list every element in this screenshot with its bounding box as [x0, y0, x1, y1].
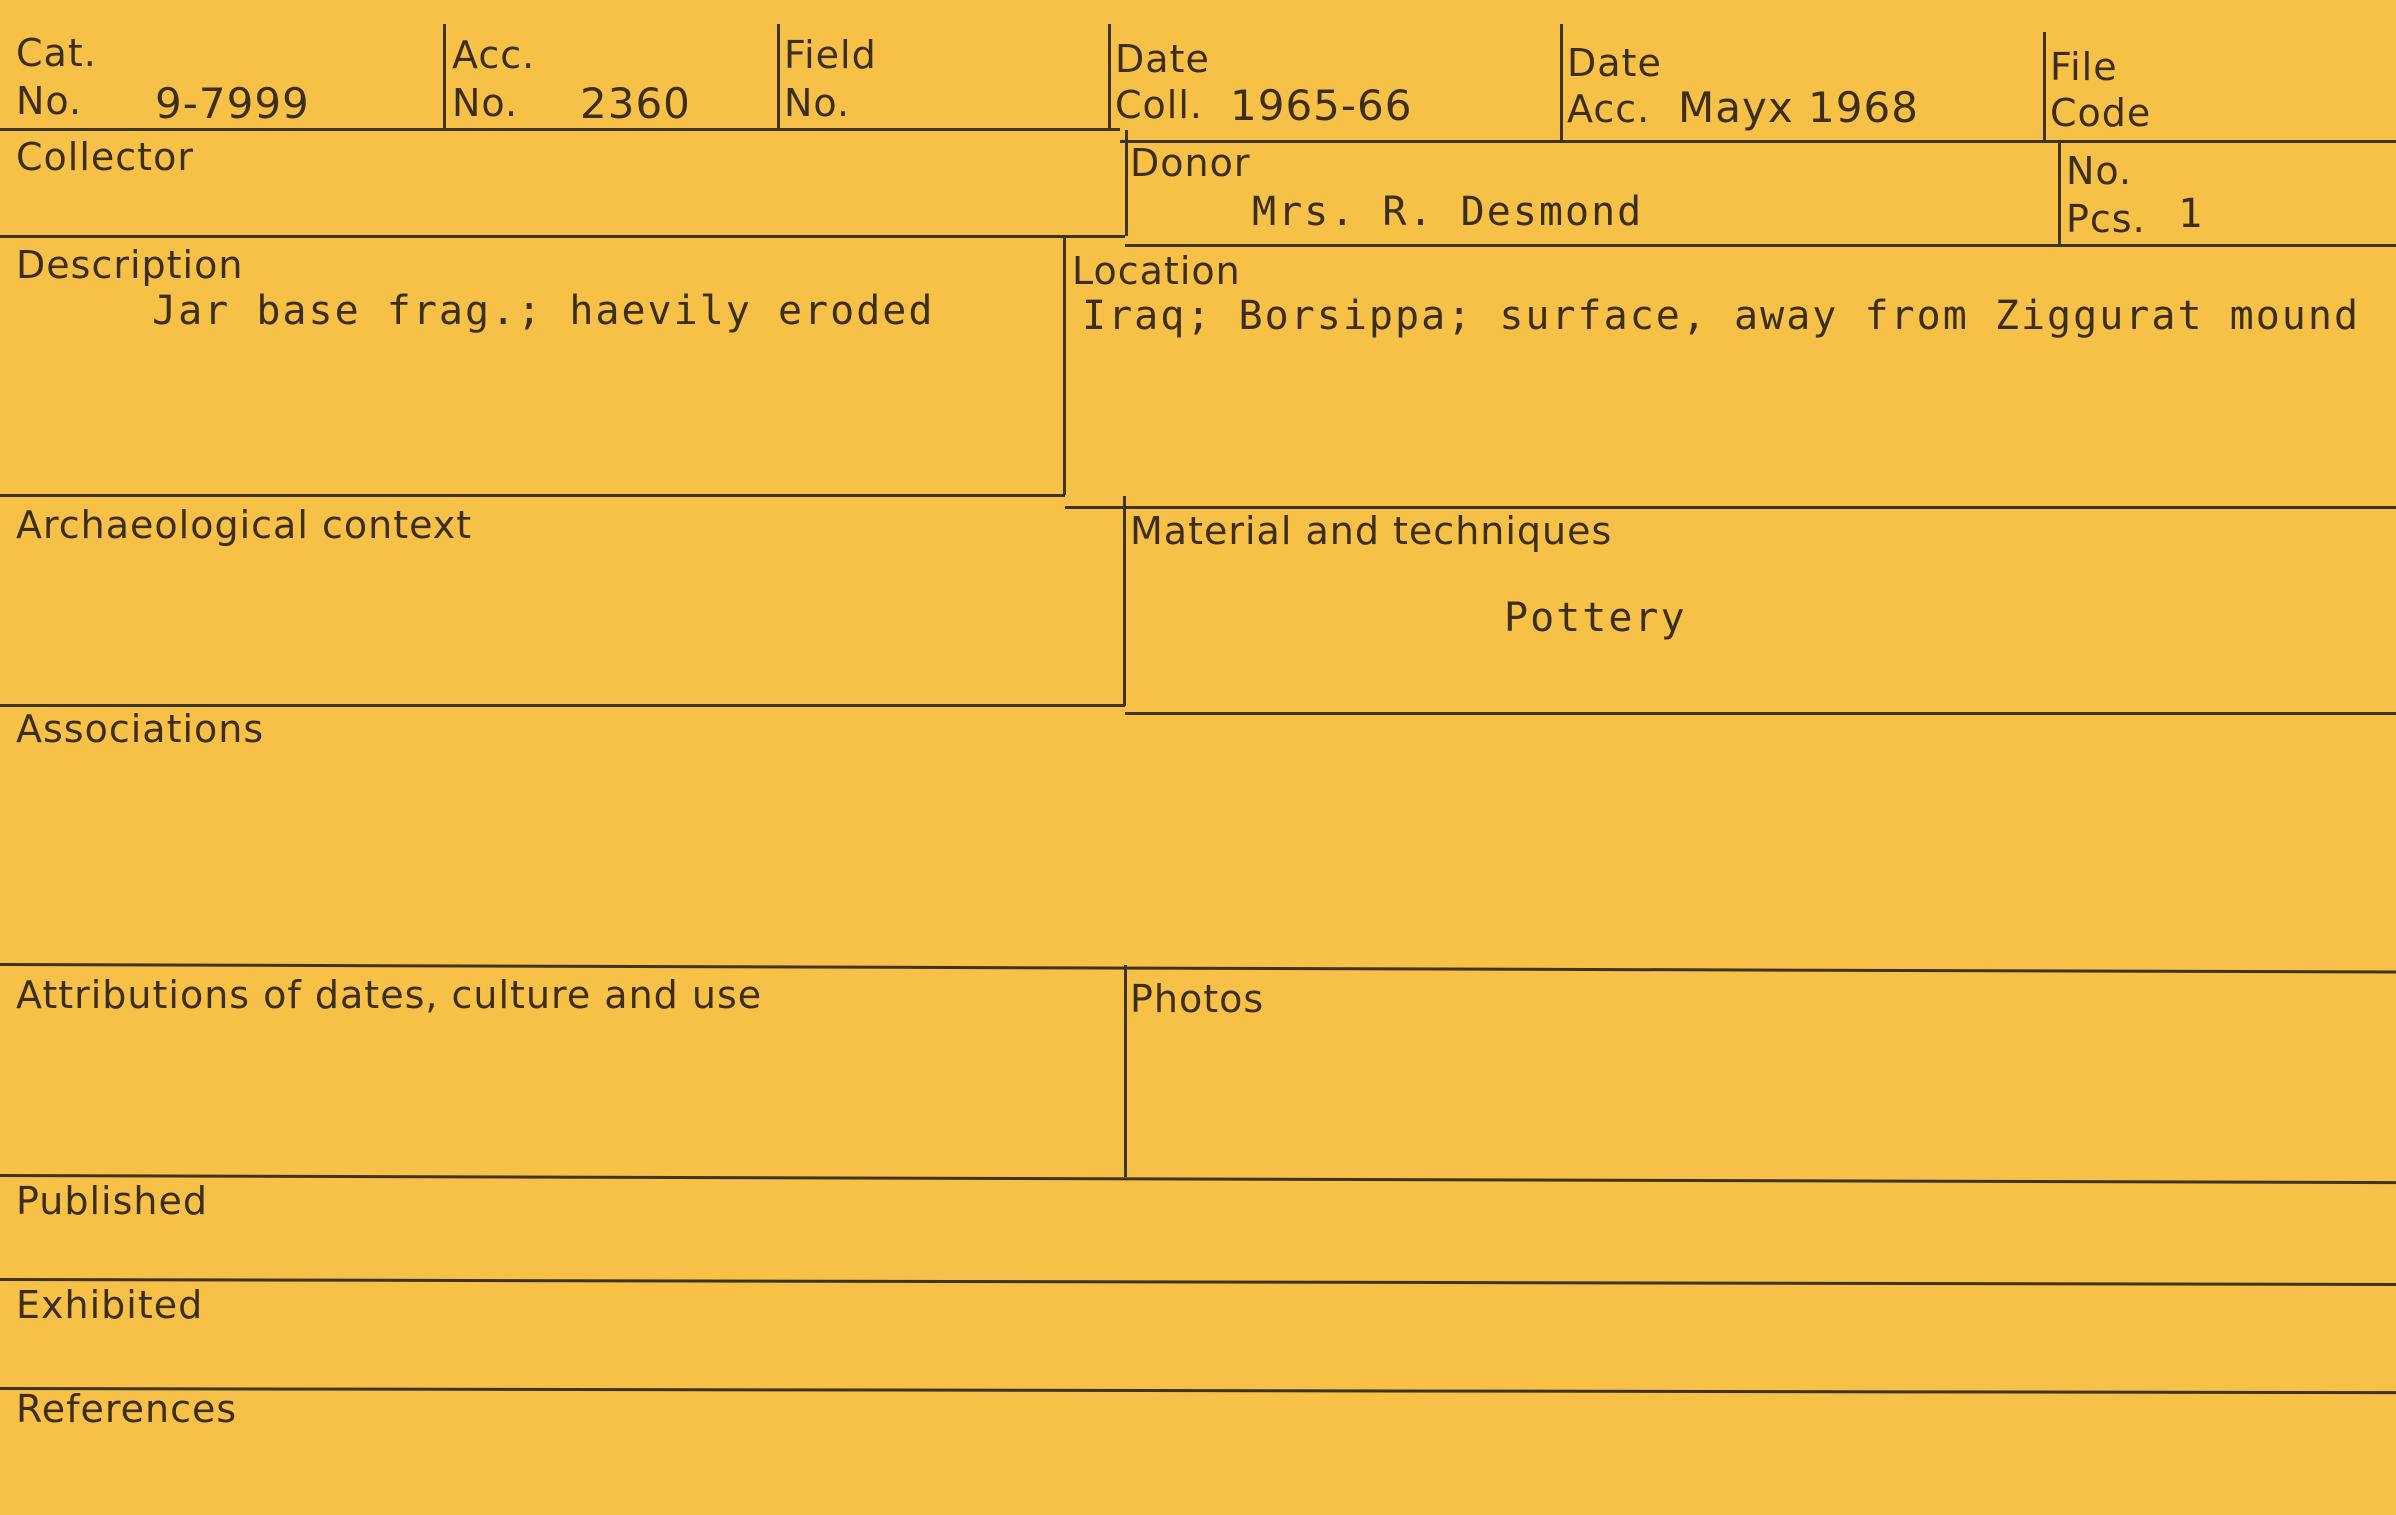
rule-v-photos	[1124, 965, 1127, 1177]
cat-no-label: Cat.	[16, 31, 97, 75]
acc-no-value: 2360	[580, 79, 691, 128]
rule-material	[1125, 712, 2396, 715]
rule-v-material	[1123, 496, 1126, 706]
no-pcs-label: No.	[2066, 149, 2133, 193]
associations-label: Associations	[16, 707, 265, 751]
donor-value: Mrs. R. Desmond	[1252, 189, 1644, 235]
date-acc-value: Mayx 1968	[1678, 83, 1919, 132]
rule-v-donor	[1125, 130, 1128, 236]
references-label: References	[16, 1387, 238, 1431]
file-code-label-2: Code	[2050, 91, 2152, 135]
photos-label: Photos	[1130, 977, 1265, 1021]
rule-v-pcs	[2058, 140, 2061, 246]
attributions-label: Attributions of dates, culture and use	[16, 973, 763, 1017]
exhibited-label: Exhibited	[16, 1283, 204, 1327]
rule-published	[0, 1278, 2396, 1286]
date-coll-label-2: Coll.	[1115, 83, 1203, 127]
description-value: Jar base frag.; haevily eroded	[152, 288, 935, 334]
rule-header-right	[1120, 140, 2396, 143]
rule-collector	[0, 235, 1125, 238]
rule-attributions	[0, 1174, 2396, 1184]
date-acc-label-2: Acc.	[1567, 87, 1651, 131]
file-code-label: File	[2050, 45, 2118, 89]
acc-no-label-2: No.	[452, 81, 519, 125]
arch-context-label: Archaeological context	[16, 503, 473, 547]
location-label: Location	[1072, 249, 1241, 293]
date-coll-label: Date	[1115, 37, 1210, 81]
rule-v-acc	[777, 24, 780, 130]
rule-v-field	[1108, 24, 1111, 130]
material-label: Material and techniques	[1130, 509, 1613, 553]
rule-v-location	[1063, 237, 1066, 495]
description-label: Description	[16, 243, 244, 287]
rule-header	[0, 128, 1120, 131]
rule-v-cat	[443, 24, 446, 130]
field-no-label-2: No.	[784, 81, 851, 125]
cat-no-value: 9-7999	[155, 79, 310, 128]
no-pcs-label-2: Pcs.	[2066, 197, 2146, 241]
rule-donor	[1125, 244, 2396, 247]
donor-label: Donor	[1130, 141, 1251, 185]
collector-label: Collector	[16, 135, 194, 179]
cat-no-label-2: No.	[16, 79, 83, 123]
rule-description	[0, 494, 1065, 497]
rule-v-date-coll	[1560, 24, 1563, 140]
rule-exhibited	[0, 1387, 2396, 1394]
no-pcs-value: 1	[2178, 191, 2205, 237]
field-no-label: Field	[784, 33, 877, 77]
date-acc-label: Date	[1567, 41, 1662, 85]
acc-no-label: Acc.	[452, 33, 536, 77]
rule-v-date-acc	[2043, 32, 2046, 142]
date-coll-value: 1965-66	[1230, 81, 1413, 130]
location-value: Iraq; Borsippa; surface, away from Ziggurat mound	[1082, 293, 2361, 339]
material-value: Pottery	[1504, 595, 1687, 641]
published-label: Published	[16, 1179, 208, 1223]
